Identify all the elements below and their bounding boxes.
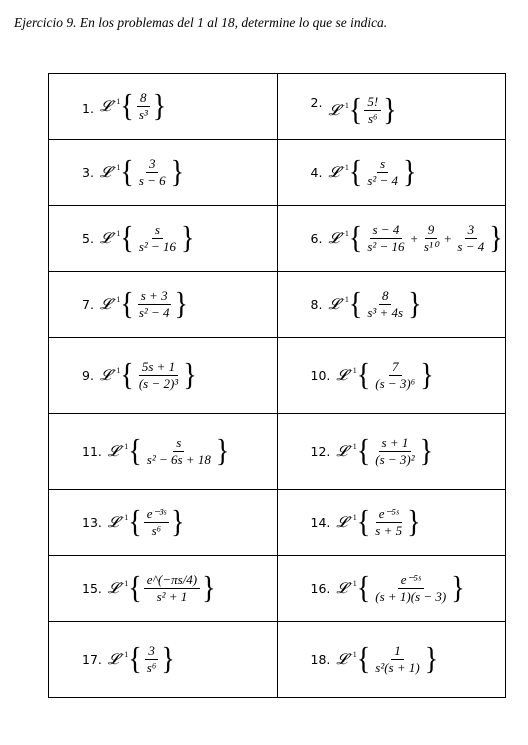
left-brace: { xyxy=(356,504,371,540)
inverse-laplace-expression xyxy=(336,433,434,469)
right-brace: } xyxy=(407,504,421,540)
left-brace: { xyxy=(356,357,371,393)
right-brace: } xyxy=(451,570,465,606)
denominator: s + 5 xyxy=(375,523,403,538)
laplace-operator: 𝓛$^{-1}$ xyxy=(336,513,357,531)
problem-number: 9. xyxy=(82,368,94,383)
fraction xyxy=(372,507,405,539)
table-row xyxy=(49,206,506,272)
numerator: e⁻³ˢ xyxy=(144,507,169,523)
fraction xyxy=(144,436,214,468)
fraction xyxy=(364,289,406,321)
fraction xyxy=(144,573,200,605)
numerator: s xyxy=(152,223,163,239)
table-row xyxy=(49,140,506,206)
right-brace: } xyxy=(202,570,216,606)
table-row xyxy=(49,74,506,140)
problem-cell xyxy=(49,338,278,414)
denominator: s − 4 xyxy=(457,239,485,254)
inverse-laplace-expression xyxy=(328,220,503,256)
denominator: s³ + 4s xyxy=(367,305,404,320)
left-brace: { xyxy=(348,154,363,190)
left-brace: { xyxy=(128,433,142,469)
problem-cell xyxy=(49,272,278,338)
plus-sign: + xyxy=(410,230,418,246)
numerator: 3 xyxy=(146,157,159,173)
numerator: 1 xyxy=(391,644,404,660)
left-brace: { xyxy=(120,154,134,190)
right-brace: } xyxy=(383,92,397,128)
table-row xyxy=(49,272,506,338)
inverse-laplace-expression xyxy=(107,504,185,540)
problem-number: 3. xyxy=(82,165,94,180)
problem-number: 13. xyxy=(82,515,102,530)
problem-number: 17. xyxy=(82,652,102,667)
fraction xyxy=(136,289,173,321)
denominator: (s − 2)³ xyxy=(138,376,179,391)
problem-cell xyxy=(277,622,506,698)
left-brace: { xyxy=(128,504,142,540)
numerator: 5! xyxy=(364,95,381,111)
table-row xyxy=(49,622,506,698)
problem-cell xyxy=(49,74,278,140)
problem-number: 10. xyxy=(310,368,331,383)
numerator: s xyxy=(173,436,184,452)
fraction xyxy=(364,95,381,127)
fraction xyxy=(136,360,181,392)
problem-cell xyxy=(49,414,278,490)
laplace-operator: 𝓛$^{-1}$ xyxy=(107,650,129,668)
laplace-operator: 𝓛$^{-1}$ xyxy=(99,163,121,181)
laplace-operator: 𝓛$^{-1}$ xyxy=(107,513,129,531)
laplace-operator: 𝓛$^{-1}$ xyxy=(336,366,357,384)
numerator: s − 4 xyxy=(370,223,403,239)
problem-number: 4. xyxy=(310,165,323,180)
problems-table xyxy=(48,73,506,698)
laplace-operator: 𝓛$^{-1}$ xyxy=(336,579,357,597)
laplace-operator: 𝓛$^{-1}$ xyxy=(328,295,349,313)
laplace-operator: 𝓛$^{-1}$ xyxy=(99,366,121,384)
left-brace: { xyxy=(120,286,134,322)
left-brace: { xyxy=(348,92,363,128)
denominator: s² + 1 xyxy=(156,589,188,604)
fraction xyxy=(144,507,169,539)
problem-number: 16. xyxy=(310,581,331,596)
numerator: e⁻⁵ˢ xyxy=(376,507,402,523)
right-brace: } xyxy=(403,154,417,190)
inverse-laplace-expression xyxy=(336,357,434,393)
fraction xyxy=(364,157,401,189)
denominator: s² − 4 xyxy=(367,173,399,188)
numerator: 8 xyxy=(379,289,392,305)
right-brace: } xyxy=(181,220,195,256)
left-brace: { xyxy=(356,433,371,469)
fraction xyxy=(372,573,449,605)
problem-number: 15. xyxy=(82,581,102,596)
numerator: 3 xyxy=(465,223,478,239)
left-brace: { xyxy=(120,220,134,256)
left-brace: { xyxy=(128,570,142,606)
right-brace: } xyxy=(419,433,434,469)
problem-number: 8. xyxy=(310,297,323,312)
problem-cell xyxy=(277,206,506,272)
exercise-heading: Ejercicio 9. En los problemas del 1 al 18, determine lo que se indica. xyxy=(14,15,388,30)
right-brace: } xyxy=(420,357,434,393)
laplace-operator: 𝓛$^{-1}$ xyxy=(107,579,129,597)
laplace-operator: 𝓛$^{-1}$ xyxy=(328,163,349,181)
right-brace: } xyxy=(424,641,439,677)
table-row xyxy=(49,338,506,414)
denominator: s² − 6s + 18 xyxy=(146,452,211,467)
denominator: s − 6 xyxy=(138,173,166,188)
problem-number: 11. xyxy=(82,444,102,459)
fraction xyxy=(364,223,407,255)
right-brace: } xyxy=(408,286,422,322)
inverse-laplace-expression xyxy=(99,154,185,190)
inverse-laplace-expression xyxy=(336,641,439,677)
problem-cell xyxy=(49,490,278,556)
problem-cell xyxy=(49,140,278,206)
inverse-laplace-expression xyxy=(328,286,422,322)
numerator: e^(−πs/4) xyxy=(144,573,200,589)
inverse-laplace-expression xyxy=(99,88,167,124)
problem-cell xyxy=(49,206,278,272)
right-brace: } xyxy=(174,286,188,322)
fraction xyxy=(372,644,422,676)
problem-number: 5. xyxy=(82,231,94,246)
problem-cell xyxy=(277,74,506,140)
table-row xyxy=(49,556,506,622)
problem-cell xyxy=(277,556,506,622)
numerator: s + 1 xyxy=(379,436,412,452)
laplace-operator: 𝓛$^{-1}$ xyxy=(336,442,357,460)
left-brace: { xyxy=(348,220,363,256)
denominator: s⁶ xyxy=(151,523,162,538)
fraction xyxy=(136,223,179,255)
numerator: s + 3 xyxy=(138,289,171,305)
inverse-laplace-expression xyxy=(107,641,175,677)
problem-cell xyxy=(49,622,278,698)
numerator: 9 xyxy=(425,223,438,239)
inverse-laplace-expression xyxy=(107,570,216,606)
plus-sign: + xyxy=(444,230,452,246)
denominator: s³ xyxy=(138,107,148,122)
left-brace: { xyxy=(348,286,363,322)
right-brace: } xyxy=(183,357,197,393)
right-brace: } xyxy=(215,433,230,469)
laplace-operator: 𝓛$^{-1}$ xyxy=(99,97,121,115)
problem-number: 1. xyxy=(82,101,94,117)
denominator: s⁶ xyxy=(146,660,157,675)
denominator: s² − 16 xyxy=(367,239,405,254)
right-brace: } xyxy=(171,504,185,540)
denominator: s²(s + 1) xyxy=(375,660,420,675)
denominator: s² − 4 xyxy=(138,305,170,320)
table-row xyxy=(49,414,506,490)
problem-cell xyxy=(277,272,506,338)
inverse-laplace-expression xyxy=(99,220,195,256)
denominator: (s + 1)(s − 3) xyxy=(375,589,447,604)
inverse-laplace-expression xyxy=(328,92,397,128)
problem-cell xyxy=(49,556,278,622)
left-brace: { xyxy=(356,641,371,677)
inverse-laplace-expression xyxy=(336,504,421,540)
laplace-operator: 𝓛$^{-1}$ xyxy=(328,101,349,119)
fraction xyxy=(372,360,418,392)
numerator: 8 xyxy=(137,91,150,107)
problem-number: 7. xyxy=(82,297,94,312)
problem-number: 18. xyxy=(310,652,331,667)
problem-number: 12. xyxy=(310,444,331,459)
denominator: (s − 3)⁶ xyxy=(375,376,416,391)
numerator: e⁻⁵ˢ xyxy=(398,573,424,589)
laplace-operator: 𝓛$^{-1}$ xyxy=(328,229,349,247)
right-brace: } xyxy=(170,154,185,190)
problem-number: 2. xyxy=(310,94,323,110)
inverse-laplace-expression xyxy=(107,433,230,469)
fraction xyxy=(421,223,441,255)
denominator: (s − 3)² xyxy=(375,452,415,467)
problem-number: 14. xyxy=(310,515,331,530)
left-brace: { xyxy=(128,641,142,677)
numerator: 5s + 1 xyxy=(139,360,178,376)
fraction xyxy=(454,223,487,255)
left-brace: { xyxy=(120,357,134,393)
left-brace: { xyxy=(120,88,134,124)
laplace-operator: 𝓛$^{-1}$ xyxy=(99,295,121,313)
numerator: 7 xyxy=(389,360,402,376)
table-row xyxy=(49,490,506,556)
inverse-laplace-expression xyxy=(99,357,197,393)
problem-cell xyxy=(277,338,506,414)
denominator: s¹⁰ xyxy=(423,239,439,254)
fraction xyxy=(372,436,417,468)
left-brace: { xyxy=(356,570,371,606)
denominator: s⁶ xyxy=(367,111,378,126)
inverse-laplace-expression xyxy=(99,286,188,322)
inverse-laplace-expression xyxy=(336,570,465,606)
right-brace: } xyxy=(489,220,503,256)
problem-cell xyxy=(277,490,506,556)
problem-cell xyxy=(277,140,506,206)
fraction xyxy=(136,157,169,189)
laplace-operator: 𝓛$^{-1}$ xyxy=(336,650,357,668)
numerator: s xyxy=(377,157,388,173)
right-brace: } xyxy=(152,88,167,124)
fraction xyxy=(136,91,151,123)
problem-number: 6. xyxy=(310,231,323,246)
inverse-laplace-expression xyxy=(328,154,417,190)
fraction xyxy=(144,644,160,676)
right-brace: } xyxy=(161,641,175,677)
denominator: s² − 16 xyxy=(138,239,177,254)
numerator: 3 xyxy=(145,644,158,660)
problem-cell xyxy=(277,414,506,490)
laplace-operator: 𝓛$^{-1}$ xyxy=(99,229,121,247)
laplace-operator: 𝓛$^{-1}$ xyxy=(107,442,129,460)
